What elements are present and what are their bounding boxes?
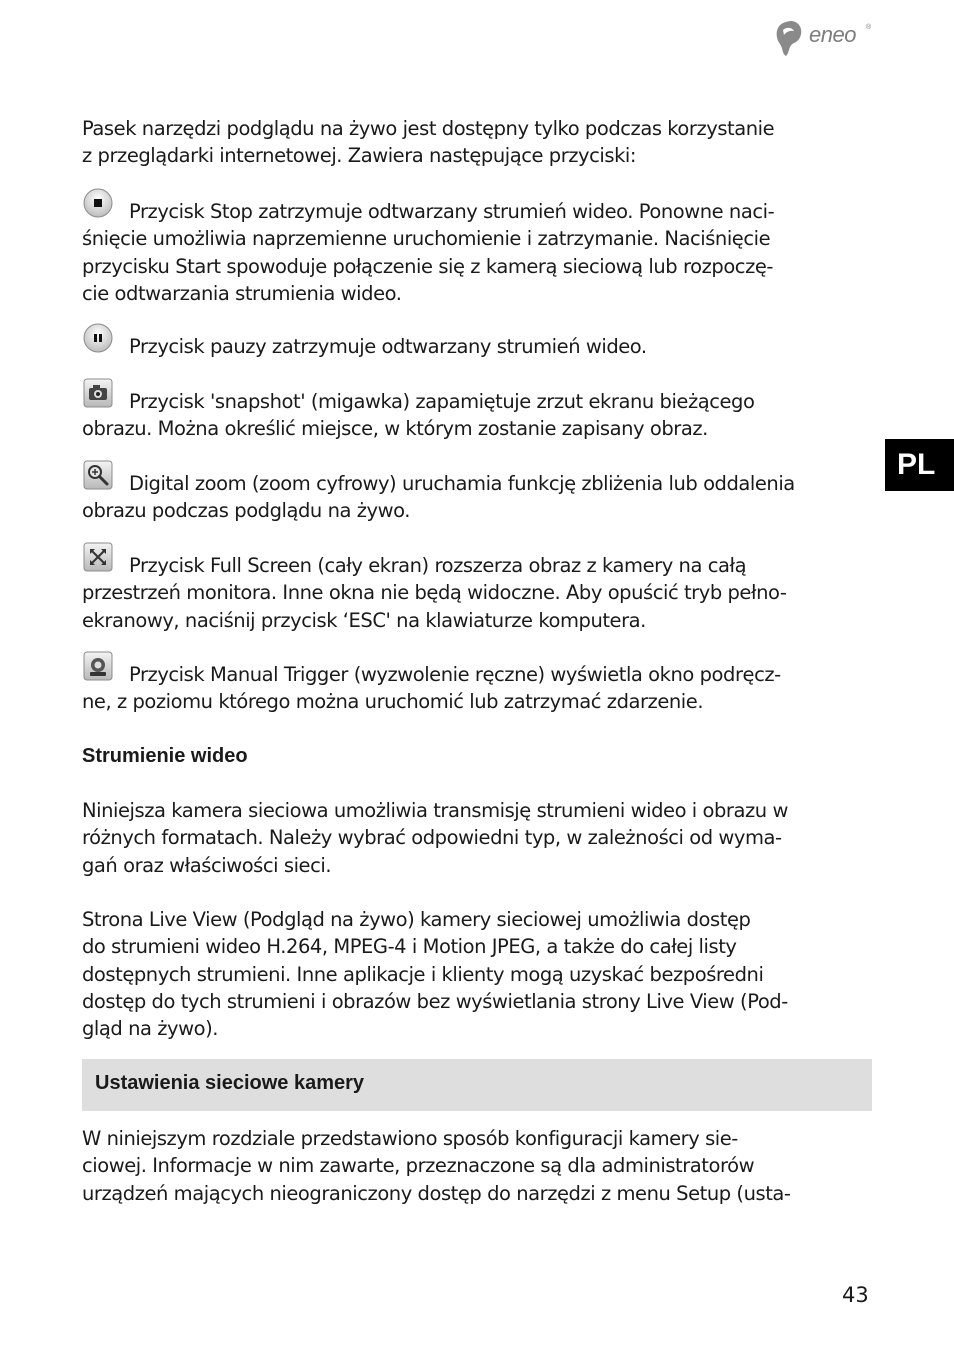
logo-mark: ® [866, 24, 872, 31]
zoom-description: Digital zoom (zoom cyfrowy) uruchamia funkcję zbliżenia lub oddalenia obrazu podczas podglądu na żywo. [82, 472, 795, 523]
section-heading-video-streams: Strumienie wideo [82, 745, 248, 767]
trigger-description: Przycisk Manual Trigger (wyzwolenie ręczne) wyświetla okno podręcz- ne, z poziomu którego można uruchomić lub zatrzymać zdarzenie. [82, 663, 781, 714]
logo-text: eneo [809, 22, 856, 47]
fullscreen-description: Przycisk Full Screen (cały ekran) rozszerza obraz z kamery na całą przestrzeń monitora. Inne okna nie będą widoczne. Aby opuścić tryb pełno- ekranowy, naciśnij przycisk ‘ESC' na klawiaturze komputera. [82, 554, 787, 632]
network-paragraph: W niniejszym rozdziale przedstawiono sposób konfiguracji kamery sie- ciowej. Informacje w nim zawarte, przeznaczone są dla administratorów urządzeń mających nieograniczony dostęp do narzędzi z menu Setup (usta- [82, 1127, 791, 1205]
page-number: 43 [842, 1283, 869, 1307]
section-bar-network-settings [82, 1059, 872, 1111]
stop-description: Przycisk Stop zatrzymuje odtwarzany strumień wideo. Ponowne naci- śnięcie umożliwia naprzemienne uruchomienie i zatrzymanie. Naciśnięcie przycisku Start spowoduje połączenie się z kamerą sieciową lub rozpoczę- cie odtwarzania strumienia wideo. [82, 200, 775, 305]
video-paragraph-2: Strona Live View (Podgląd na żywo) kamery sieciowej umożliwia dostęp do strumieni wideo H.264, MPEG-4 i Motion JPEG, a także do całej listy dostępnych strumieni. Inne aplikacje i klienty mogą uzyskać bezpośredni dostęp do tych strumieni i obrazów bez wyświetlania strony Live View (Pod- gląd na żywo). [82, 908, 788, 1041]
language-tab: PL [885, 439, 954, 491]
video-paragraph-1: Niniejsza kamera sieciowa umożliwia transmisję strumieni wideo i obrazu w różnych formatach. Należy wybrać odpowiedni typ, w zależności od wyma- gań oraz właściwości sieci. [82, 799, 788, 877]
section-heading-network-settings: Ustawienia sieciowe kamery [95, 1072, 365, 1094]
pause-description: Przycisk pauzy zatrzymuje odtwarzany strumień wideo. [129, 335, 647, 358]
snapshot-description: Przycisk 'snapshot' (migawka) zapamiętuje zrzut ekranu bieżącego obrazu. Można określić miejsce, w którym zostanie zapisany obraz. [82, 390, 755, 441]
intro-paragraph: Pasek narzędzi podglądu na żywo jest dostępny tylko podczas korzystanie z przeglądarki internetowej. Zawiera następujące przyciski: [82, 117, 775, 168]
